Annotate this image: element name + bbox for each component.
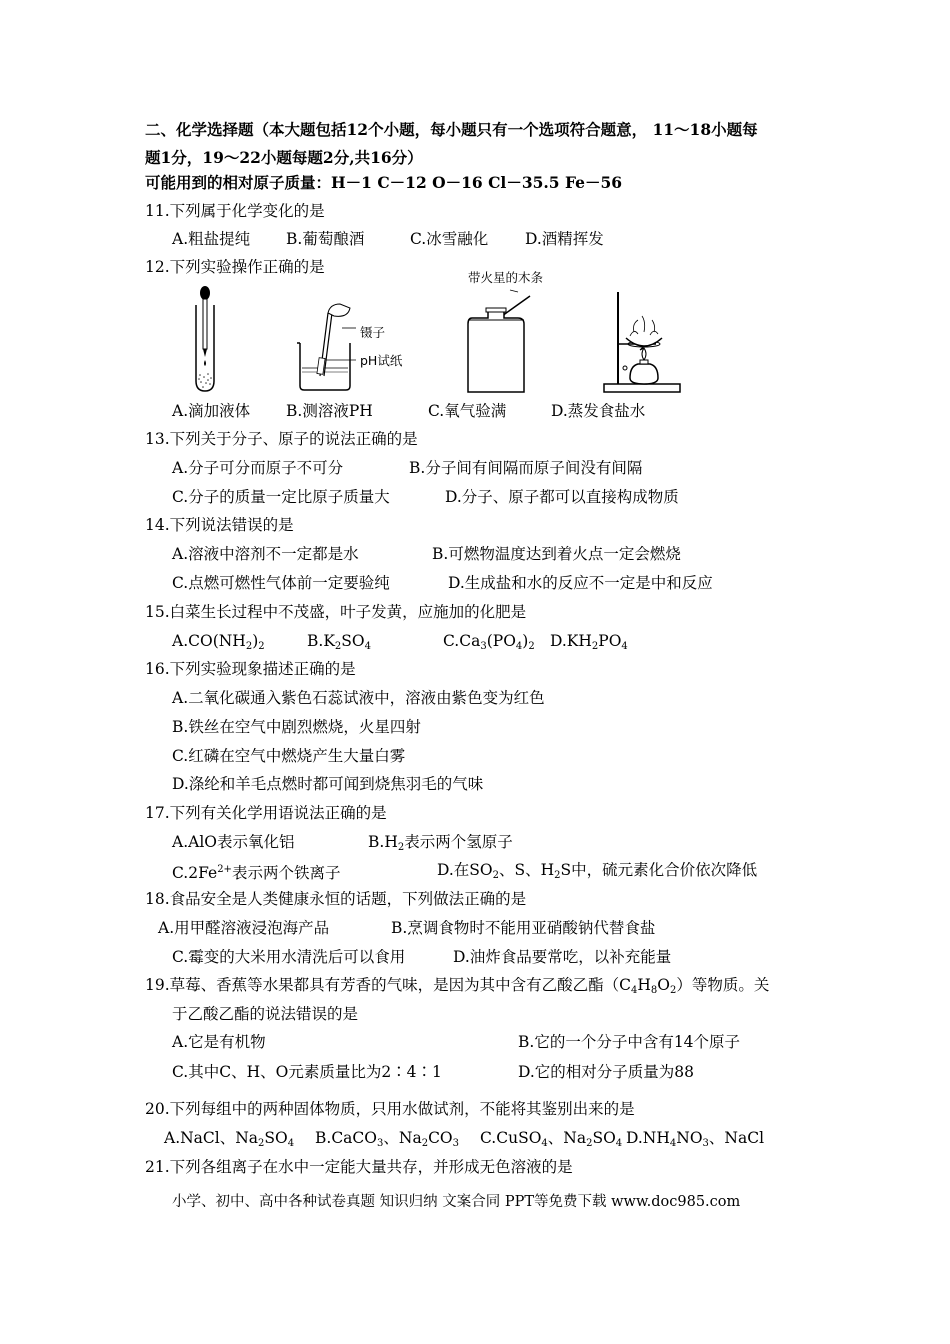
section-title-line2: 题1分，19～22小题每题2分,共16分） bbox=[145, 148, 423, 167]
q11-option-b: B.葡萄酿酒 bbox=[286, 230, 365, 248]
q13-option-c: C.分子的质量一定比原子质量大 bbox=[172, 488, 390, 506]
section-title-line1: 二、化学选择题（本大题包括12个小题，每小题只有一个选项符合题意， 11～18小题每 bbox=[145, 120, 758, 139]
q20-option-a: A.NaCl、$Na_2SO_4$ bbox=[164, 1129, 295, 1149]
q13-option-a: A.分子可分而原子不可分 bbox=[172, 459, 344, 477]
q15-stem: 15.白菜生长过程中不茂盛，叶子发黄，应施加的化肥是 bbox=[145, 603, 527, 621]
q19-option-c: C.其中C、H、O元素质量比为2∶4∶1 bbox=[172, 1063, 442, 1081]
q19-option-a: A.它是有机物 bbox=[172, 1033, 266, 1051]
q14-option-a: A.溶液中溶剂不一定都是水 bbox=[172, 545, 359, 563]
q20-option-b: B.CaCO$_3$、$Na_2CO_3$ bbox=[315, 1129, 460, 1149]
q17-option-a: A.AlO表示氧化铝 bbox=[172, 833, 295, 851]
wood-splint-icon bbox=[502, 296, 530, 316]
q16-option-a: A.二氧化碳通入紫色石蕊试液中，溶液由紫色变为红色 bbox=[172, 689, 545, 707]
q12-option-b: B.测溶液PH bbox=[286, 402, 373, 420]
alcohol-lamp-icon bbox=[630, 364, 658, 384]
q17-stem: 17.下列有关化学用语说法正确的是 bbox=[145, 804, 387, 822]
q16-option-b: B.铁丝在空气中剧烈燃烧，火星四射 bbox=[172, 718, 421, 736]
q18-option-d: D.油炸食品要常吃，以补充能量 bbox=[453, 948, 672, 966]
dropper-bulb-icon bbox=[200, 286, 210, 300]
page-footer: 小学、初中、高中各种试卷真题 知识归纳 文案合同 PPT等免费下载 www.doc985.com bbox=[172, 1194, 741, 1210]
q18-option-c: C.霉变的大米用水清洗后可以食用 bbox=[172, 948, 406, 966]
q15-option-c: $C.Ca_3(PO_4)_2$ bbox=[443, 632, 535, 652]
q19-stem-line1: 19.草莓、香蕉等水果都具有芳香的气味，是因为其中含有乙酸乙酯$(C_4H_8O_2)$等物质。关 bbox=[145, 976, 770, 996]
q12-option-d: D.蒸发食盐水 bbox=[551, 402, 646, 420]
oxygen-test-figure bbox=[460, 288, 540, 398]
q21-stem: 21.下列各组离子在水中一定能大量共存，并形成无色溶液的是 bbox=[145, 1158, 573, 1176]
splint-label: 带火星的木条 bbox=[468, 270, 544, 285]
q13-option-d: D.分子、原子都可以直接构成物质 bbox=[445, 488, 679, 506]
stand-base-icon bbox=[604, 384, 680, 392]
q18-option-b: B.烹调食物时不能用亚硝酸钠代替食盐 bbox=[391, 919, 656, 937]
q14-option-d: D.生成盐和水的反应不一定是中和反应 bbox=[448, 574, 713, 592]
q17-option-d: D.在$SO_2$、S、$H_2S$中，硫元素化合价依次降低 bbox=[437, 861, 758, 881]
hand-icon bbox=[328, 304, 350, 316]
atomic-masses: 可能用到的相对原子质量：H－1 C－12 O－16 Cl－35.5 Fe－56 bbox=[145, 173, 623, 192]
q12-option-c: C.氧气验满 bbox=[428, 402, 507, 420]
evaporation-figure bbox=[598, 288, 688, 396]
q12-stem: 12.下列实验操作正确的是 bbox=[145, 258, 325, 276]
q11-option-a: A.粗盐提纯 bbox=[172, 230, 251, 248]
q19-option-d: D.它的相对分子质量为88 bbox=[518, 1063, 695, 1081]
q17-option-c: $C.2Fe^{2+}$表示两个铁离子 bbox=[172, 864, 341, 882]
q19-option-b: B.它的一个分子中含有14个原子 bbox=[518, 1033, 741, 1051]
gas-bottle-icon bbox=[468, 310, 524, 392]
q14-option-b: B.可燃物温度达到着火点一定会燃烧 bbox=[432, 545, 681, 563]
q13-stem: 13.下列关于分子、原子的说法正确的是 bbox=[145, 430, 418, 448]
q20-stem: 20.下列每组中的两种固体物质，只用水做试剂，不能将其鉴别出来的是 bbox=[145, 1100, 635, 1118]
q11-option-c: C.冰雪融化 bbox=[410, 230, 489, 248]
q19-stem-line2: 于乙酸乙酯的说法错误的是 bbox=[172, 1005, 359, 1023]
q16-option-c: C.红磷在空气中燃烧产生大量白雾 bbox=[172, 747, 406, 765]
q17-option-b: $B.H_2$表示两个氢原子 bbox=[368, 833, 513, 853]
q15-option-a: $A.CO(NH_2)_2$ bbox=[172, 632, 265, 652]
ph-test-figure bbox=[290, 298, 410, 393]
q16-option-d: D.涤纶和羊毛点燃时都可闻到烧焦羽毛的气味 bbox=[172, 775, 484, 793]
q11-stem: 11.下列属于化学变化的是 bbox=[145, 202, 325, 220]
q18-option-a: A.用甲醛溶液浸泡海产品 bbox=[158, 919, 330, 937]
q18-stem: 18.食品安全是人类健康永恒的话题，下列做法正确的是 bbox=[145, 890, 527, 908]
q14-stem: 14.下列说法错误的是 bbox=[145, 516, 294, 534]
q20-option-d: $D.NH_4NO_3$、NaCl bbox=[626, 1129, 765, 1149]
q12-option-a: A.滴加液体 bbox=[172, 402, 251, 420]
tweezers-label: 镊子 bbox=[360, 325, 386, 340]
flame-icon bbox=[642, 348, 646, 360]
q13-option-b: B.分子间有间隔而原子间没有间隔 bbox=[409, 459, 643, 477]
evaporating-dish-icon bbox=[626, 338, 662, 346]
q11-option-d: D.酒精挥发 bbox=[525, 230, 604, 248]
q15-option-d: $D.KH_2PO_4$ bbox=[550, 632, 628, 652]
q15-option-b: $B.K_2SO_4$ bbox=[307, 632, 371, 652]
ph-paper-label: pH试纸 bbox=[360, 353, 403, 368]
dropper-test-tube-figure bbox=[180, 285, 230, 395]
q20-option-c: C.CuSO$_4$、$Na_2SO_4$ bbox=[480, 1129, 623, 1149]
q14-option-c: C.点燃可燃性气体前一定要验纯 bbox=[172, 574, 390, 592]
q16-stem: 16.下列实验现象描述正确的是 bbox=[145, 660, 356, 678]
